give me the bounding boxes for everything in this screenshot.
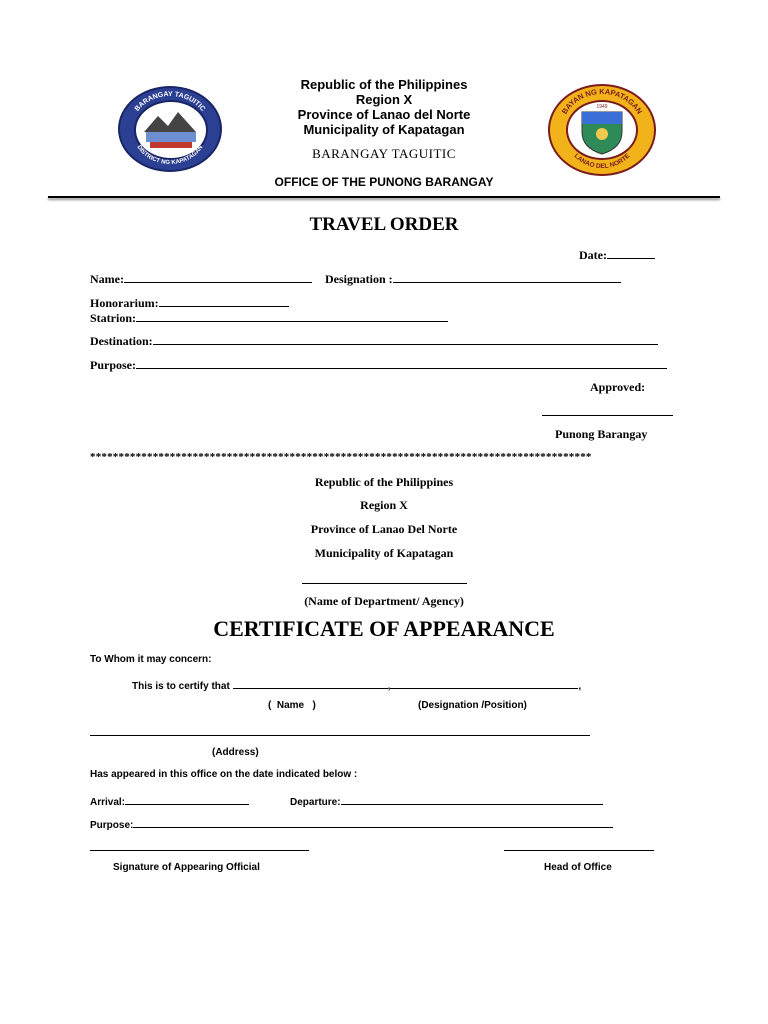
approval-signature-line[interactable] [542,415,673,416]
cert-republic: Republic of the Philippines [314,475,454,489]
departure-line[interactable] [341,794,603,805]
designation-line[interactable] [393,270,621,283]
purpose-label: Purpose: [90,358,136,372]
name-caption: ( Name ) [268,700,316,711]
municipal-seal [548,84,656,176]
address-caption: (Address) [212,747,259,758]
date-line[interactable] [607,246,655,259]
header-municipality: Municipality of Kapatagan [303,122,465,137]
header-divider [48,196,720,198]
cert-purpose-field[interactable] [90,817,613,831]
svg-text:BARANGAY TAGUITIC [134,91,206,113]
header-office: OFFICE OF THE PUNONG BARANGAY [274,175,494,189]
designation-field[interactable] [325,270,621,287]
letterhead [234,77,534,137]
certify-text: This is to certify that [132,681,230,692]
head-signature-line[interactable] [504,850,654,851]
arrival-field[interactable] [90,794,249,808]
right-seal-bottom-text: LANAO DEL NORTE [572,152,632,171]
date-label: Date: [579,248,607,262]
certify-name-line[interactable] [233,678,388,689]
destination-label: Destination: [90,334,153,348]
header-republic: Republic of the Philippines [300,77,468,92]
header-barangay: BARANGAY TAGUITIC [312,146,456,161]
departure-label: Departure: [290,797,341,808]
left-seal-bottom-text: DISTRICT NG KAPATAGAN [135,144,205,167]
cert-purpose-line[interactable] [133,817,613,828]
departure-field[interactable] [290,794,603,808]
purpose-line[interactable] [136,356,667,369]
header-region: Region X [355,92,413,107]
date-field[interactable] [579,246,655,263]
station-line[interactable] [136,309,448,322]
destination-line[interactable] [153,332,658,345]
destination-field[interactable] [90,332,658,349]
svg-text:LANAO DEL NORTE [573,152,632,170]
punong-barangay-label: Punong Barangay [555,427,648,441]
salutation: To Whom it may concern: [90,654,212,665]
cert-municipality: Municipality of Kapatagan [314,546,454,560]
left-seal-top-text: BARANGAY TAGUITIC [133,90,207,113]
cert-region: Region X [360,498,408,512]
appeared-text: Has appeared in this office on the date indicated below : [90,769,358,780]
name-field[interactable] [90,270,312,287]
name-label: Name: [90,272,124,286]
appearing-signature-line[interactable] [90,850,309,851]
agency-caption: (Name of Department/ Agency) [304,594,464,608]
barangay-seal [118,86,222,172]
approved-label: Approved: [590,380,646,394]
section-divider: **************************************************************************************** [90,451,592,463]
station-field[interactable] [90,309,448,326]
honorarium-line[interactable] [159,294,289,307]
header-province: Province of Lanao del Norte [297,107,471,122]
seal-text-ring [120,88,220,170]
name-line[interactable] [124,270,312,283]
cert-province: Province of Lanao Del Norte [310,522,458,536]
right-seal-text-ring [550,86,654,174]
designation-label: Designation : [325,272,393,286]
cert-purpose-label: Purpose: [90,820,134,831]
arrival-line[interactable] [125,794,249,805]
address-line[interactable] [90,735,590,736]
station-label: Statrion: [90,311,136,325]
honorarium-label: Honorarium: [90,296,159,310]
agency-line[interactable] [302,583,467,584]
certificate-title: CERTIFICATE OF APPEARANCE [213,616,555,641]
signature-caption: Signature of Appearing Official [113,862,260,873]
purpose-field[interactable] [90,356,667,373]
right-seal-year: 1949 [596,104,608,110]
right-seal-top-text: BAYAN NG KAPATAGAN [559,86,645,116]
travel-order-title: TRAVEL ORDER [309,214,459,235]
head-caption: Head of Office [544,862,612,873]
svg-text:DISTRICT NG KAPATAGAN [136,145,205,167]
certify-field[interactable]: This is to certify that , , [132,678,581,692]
arrival-label: Arrival: [90,797,126,808]
certify-designation-line[interactable] [390,678,578,689]
svg-text:BAYAN NG KAPATAGAN [560,87,644,116]
designation-caption: (Designation /Position) [418,700,527,711]
